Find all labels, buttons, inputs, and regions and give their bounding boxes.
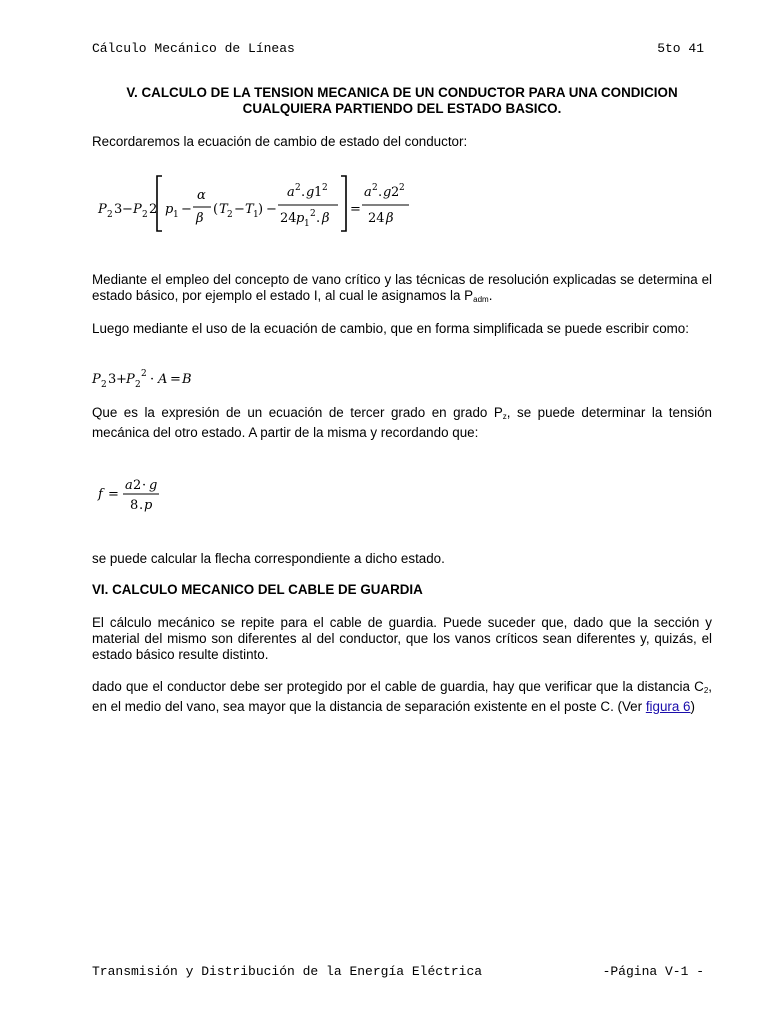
- svg-text:2: 2: [295, 183, 301, 193]
- basic-state-subscript: adm: [473, 294, 489, 304]
- svg-text:A: A: [158, 372, 168, 387]
- basic-state-paragraph: [92, 272, 712, 308]
- svg-text:3: 3: [108, 372, 117, 387]
- intro-paragraph: Recordaremos la ecuación de cambio de estado del conductor:: [92, 134, 468, 149]
- svg-text:2: 2: [142, 210, 148, 220]
- svg-text:f: f: [98, 487, 103, 502]
- sag-equation: [96, 472, 176, 521]
- svg-text:p: p: [144, 498, 153, 513]
- svg-text:2: 2: [310, 209, 316, 219]
- footer-page-number: -Página V-1 -: [602, 964, 704, 979]
- svg-text:−: −: [266, 202, 277, 217]
- svg-text:a: a: [364, 185, 372, 200]
- svg-text:g: g: [149, 478, 158, 493]
- figure-6-link[interactable]: figura 6: [645, 698, 691, 714]
- svg-text:P: P: [133, 202, 142, 217]
- svg-text:β: β: [322, 211, 330, 226]
- page-footer: [92, 964, 704, 979]
- basic-state-end: .: [488, 287, 493, 303]
- state-change-equation: [96, 170, 426, 241]
- svg-text:·: ·: [142, 478, 147, 493]
- svg-text:1: 1: [304, 219, 310, 229]
- svg-text:−: −: [122, 202, 133, 217]
- svg-text:3: 3: [114, 202, 123, 217]
- svg-text:2: 2: [149, 202, 158, 217]
- section-v-title-line1: V. CALCULO DE LA TENSION MECANICA DE UN CONDUCTOR PARA UNA CONDICION: [126, 85, 678, 100]
- header-page-ref: 5to 41: [657, 41, 704, 56]
- guard-cable-paragraph: El cálculo mecánico se repite para el cable de guardia. Puede suceder que, dado que la sección y material del mismo son diferentes al del conductor, que los vanos críticos sean diferentes y, quizás, el estado básico resulte distinto.: [92, 615, 712, 662]
- svg-text:1: 1: [253, 210, 259, 220]
- svg-text:2: 2: [391, 185, 400, 200]
- svg-text:+: +: [116, 372, 127, 387]
- svg-text:24: 24: [280, 211, 297, 226]
- guard-distance-paragraph: [92, 679, 712, 715]
- svg-text:β: β: [386, 211, 394, 226]
- svg-text:T: T: [245, 202, 254, 217]
- svg-text:a: a: [125, 478, 133, 493]
- sag-paragraph: se puede calcular la flecha correspondiente a dicho estado.: [92, 551, 445, 566]
- section-v-title: [92, 85, 712, 116]
- svg-text:.: .: [378, 185, 383, 200]
- svg-text:2: 2: [227, 210, 233, 220]
- svg-text:p: p: [296, 211, 305, 226]
- svg-text:(: (: [213, 202, 219, 217]
- svg-text:24: 24: [368, 211, 385, 226]
- svg-text:P: P: [126, 372, 135, 387]
- svg-text:.: .: [139, 498, 144, 513]
- svg-text:=: =: [350, 202, 361, 217]
- cubic-equation-text: Que es la expresión de un ecuación de tercer grado en grado P: [92, 405, 503, 420]
- simplified-equation-paragraph: Luego mediante el uso de la ecuación de cambio, que en forma simplificada se puede escribir como:: [92, 321, 689, 336]
- svg-text:β: β: [196, 211, 204, 226]
- svg-text:−: −: [234, 202, 245, 217]
- svg-text:p: p: [165, 202, 174, 217]
- simplified-equation: [90, 366, 220, 395]
- svg-text:B: B: [182, 372, 192, 387]
- guard-distance-end: ): [690, 698, 695, 714]
- svg-text:2: 2: [141, 369, 147, 379]
- guard-distance-middle: , en el medio del vano, sea mayor que la distancia de separación existente en el poste C. (Ver: [92, 679, 712, 714]
- basic-state-text: Mediante el empleo del concepto de vano crítico y las técnicas de resolución explicadas se determina el estado básico, por ejemplo el estado I, al cual le asignamos la P: [92, 272, 712, 303]
- svg-text:g: g: [306, 185, 315, 200]
- cubic-equation-subscript: z: [502, 412, 507, 421]
- section-vi-title: VI. CALCULO MECANICO DEL CABLE DE GUARDIA: [92, 582, 423, 597]
- svg-text:=: =: [170, 372, 181, 387]
- svg-text:2: 2: [372, 183, 378, 193]
- cubic-equation-paragraph: [92, 405, 712, 441]
- svg-text:2: 2: [135, 380, 141, 390]
- svg-text:.: .: [316, 211, 321, 226]
- svg-text:P: P: [92, 372, 101, 387]
- svg-text:): ): [258, 202, 264, 217]
- svg-text:1: 1: [173, 210, 179, 220]
- svg-text:2: 2: [133, 478, 142, 493]
- svg-text:g: g: [383, 185, 392, 200]
- svg-text:P: P: [98, 202, 107, 217]
- guard-distance-text: dado que el conductor debe ser protegido por el cable de guardia, hay que verificar que la distancia C: [92, 679, 704, 694]
- svg-text:.: .: [301, 185, 306, 200]
- svg-text:T: T: [219, 202, 228, 217]
- guard-distance-subscript: 2: [703, 686, 709, 695]
- footer-book-title: Transmisión y Distribución de la Energía Eléctrica: [92, 964, 483, 979]
- section-v-title-line2: CUALQUIERA PARTIENDO DEL ESTADO BASICO.: [242, 100, 562, 116]
- svg-text:a: a: [287, 185, 295, 200]
- svg-text:2: 2: [101, 380, 107, 390]
- svg-text:1: 1: [314, 185, 323, 200]
- svg-text:α: α: [197, 188, 206, 203]
- svg-text:2: 2: [399, 183, 405, 193]
- page-header: [92, 41, 704, 56]
- svg-text:2: 2: [107, 210, 113, 220]
- cubic-equation-end: , se puede determinar la tensión mecánica del otro estado. A partir de la misma y recordando que:: [92, 405, 712, 440]
- svg-text:·: ·: [150, 372, 155, 387]
- svg-text:−: −: [181, 202, 192, 217]
- svg-text:8: 8: [130, 498, 139, 513]
- svg-text:=: =: [108, 487, 119, 502]
- svg-text:2: 2: [322, 183, 328, 193]
- header-title: Cálculo Mecánico de Líneas: [92, 41, 295, 56]
